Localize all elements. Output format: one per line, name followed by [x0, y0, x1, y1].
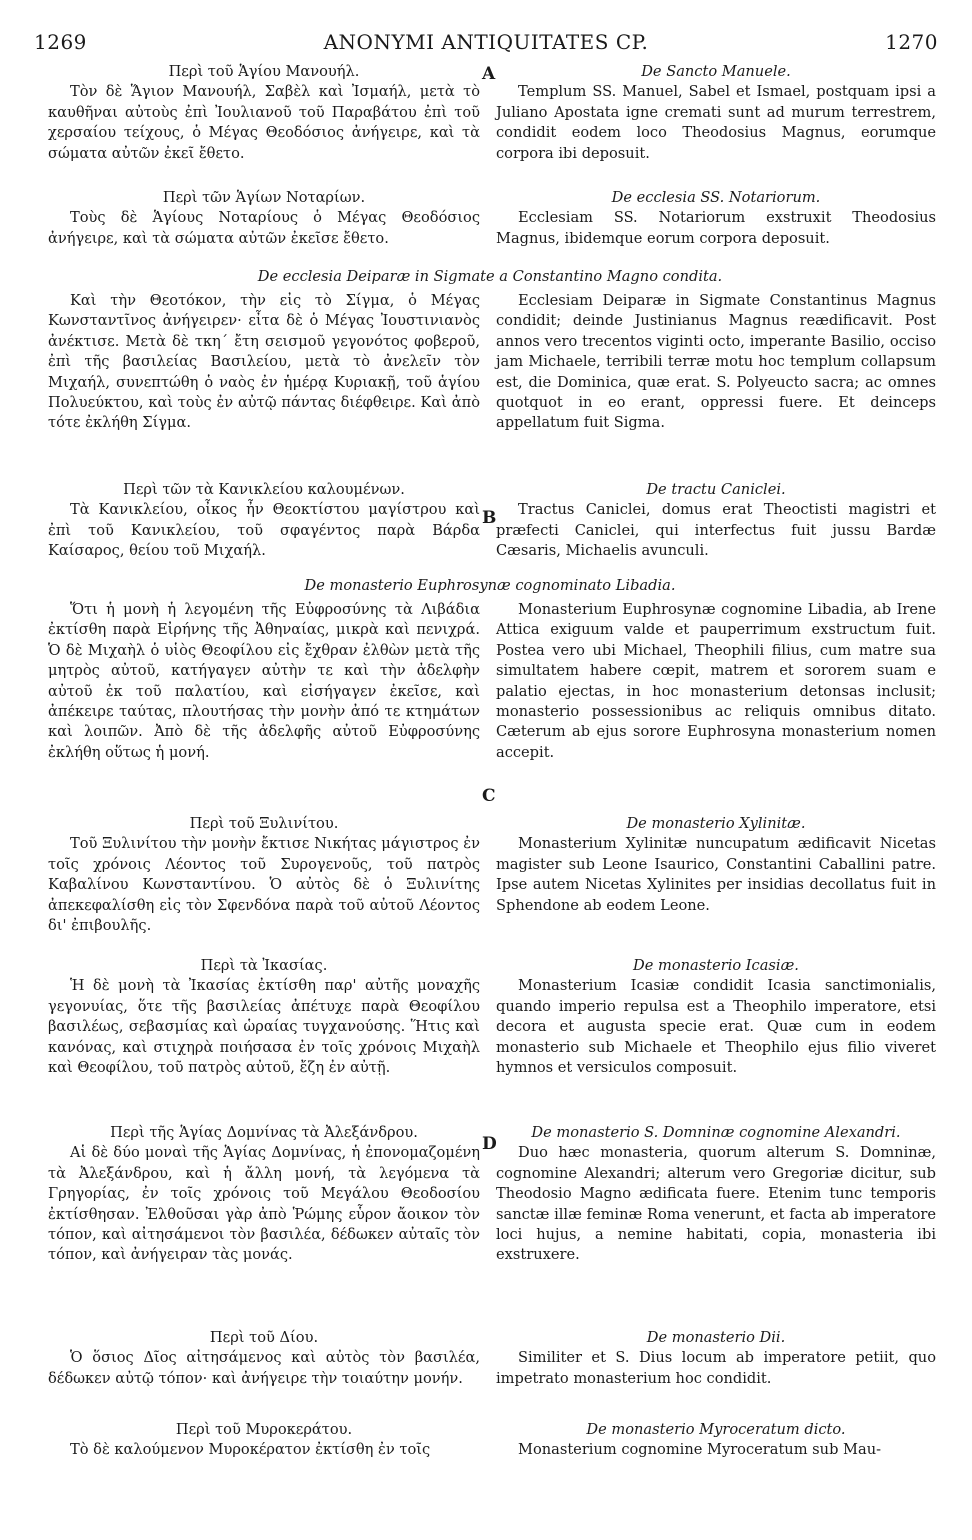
latin-heading: De ecclesia SS. Notariorum.: [611, 189, 821, 206]
latin-section: [496, 291, 936, 434]
latin-heading: De monasterio Xylinitæ.: [626, 815, 806, 832]
greek-heading: Περὶ τοῦ Μυροκεράτου.: [175, 1421, 353, 1438]
latin-section: [496, 600, 936, 763]
latin-paragraph: Monasterium Xylinitæ nuncupatum ædificavit Nicetas magister sub Leone Isaurico, Constantini Caballini patre. Ipse autem Nicetas Xylinites per insidias decollatus fuit in Sphendone ab eodem Leone.: [496, 835, 936, 914]
greek-paragraph: Τὰ Κανικλείου, οἶκος ἦν Θεοκτίστου μαγίστρου καὶ ἐπὶ τοῦ Κανικλείου, τοῦ σφαγέντος παρὰ Βάρδα Καίσαρος, θείου τοῦ Μιχαήλ.: [48, 501, 480, 560]
latin-paragraph: Similiter et S. Dius locum ab imperatore petiit, quo impetrato monasterium hoc condidit.: [496, 1349, 936, 1387]
greek-section: [48, 600, 480, 763]
greek-heading: Περὶ τοῦ Ἁγίου Μανουήλ.: [168, 63, 360, 80]
greek-paragraph: Ἡ δὲ μονὴ τὰ Ἰκασίας ἐκτίσθη παρ' αὐτῆς μοναχῆς γεγονυίας, ὅτε τῆς βασιλείας ἀπέτυχε παρὰ Θεοφίλου βασιλέως, σεβασμίας καὶ ὡραίας τυγχανούσης. Ἥτις καὶ κανόνας, καὶ στιχηρὰ ποιήσασα ἐν τοῖς χρόνοις Μιχαὴλ καὶ Θεοφίλου, τοῦ πατρὸς αὐτοῦ, ἔζη ἐν αὐτῇ.: [48, 977, 480, 1077]
latin-section: [496, 62, 936, 164]
greek-heading: Περὶ τοῦ Δίου.: [209, 1329, 319, 1346]
greek-section: [48, 956, 480, 1078]
latin-paragraph: Ecclesiam SS. Notariorum exstruxit Theodosius Magnus, ibidemque eorum corpora deposuit.: [496, 209, 936, 247]
latin-paragraph: Ecclesiam Deiparæ in Sigmate Constantinus Magnus condidit; deinde Justinianus Magnus reædificavit. Post annos vero trecentos viginti octo, imperante Basilio, occiso jam Michaele, terribili terræ motu hoc templum collapsum est, die Dominica, quæ erat. S. Polyeucto sacra; ac omnes quotquot in eo erant, oppressi fuere. Et deinceps appellatum fuit Sigma.: [496, 292, 936, 432]
latin-heading: De monasterio S. Domninæ cognomine Alexandri.: [531, 1124, 901, 1141]
greek-paragraph: Ὅτι ἡ μονὴ ἡ λεγομένη τῆς Εὐφροσύνης τὰ Λιβάδια ἐκτίσθη παρὰ Εἰρήνης τῆς Ἀθηναίας, μικρὰ καὶ πενιχρά. Ὁ δὲ Μιχαὴλ ὁ υἱὸς Θεοφίλου εἰς ἔχθραν ἐλθὼν μετὰ τῆς μητρὸς αὐτοῦ, κατήγαγεν αὐτὴν τε καὶ τὴν ἀδελφὴν αὐτοῦ ἐκ τοῦ παλατίου, καὶ εἰσήγαγεν ἐκεῖσε, καὶ ἀπέκειρε ταύτας, πλουτήσας τὴν μονὴν ἀπό τε κτημάτων καὶ λοιπῶν. Ἀπὸ δὲ τῆς ἀδελφῆς αὐτοῦ Εὐφροσύνης ἐκλήθη οὕτως ἡ μονή.: [48, 601, 480, 761]
greek-paragraph: Ὁ ὅσιος Δῖος αἰτησάμενος καὶ αὐτὸς τὸν βασιλέα, δέδωκεν αὐτῷ τόπον· καὶ ἀνήγειρε τὴν τοιαύτην μονήν.: [48, 1349, 480, 1387]
greek-paragraph: Αἱ δὲ δύο μοναὶ τῆς Ἁγίας Δομνίνας, ἡ ἐπονομαζομένη τὰ Ἀλεξάνδρου, καὶ ἡ ἄλλη μονή, τὰ λεγόμενα τὰ Γρηγορίας, ἐν τοῖς χρόνοις τοῦ Μεγάλου Θεοδοσίου ἐκτίσθησαν. Ἐλθοῦσαι γὰρ ἀπὸ Ῥώμης εὗρον ἄοικον τὸν τόπον, καὶ αἰτησάμενοι τὸν βασιλέα, δέδωκεν αὐταῖς τὸν τόπον, καὶ ἀνήγειραν τὰς μονάς.: [48, 1144, 480, 1264]
margin-letter: D: [482, 1134, 497, 1154]
latin-paragraph: Monasterium cognomine Myroceratum sub Mau-: [518, 1441, 882, 1459]
latin-heading: De monasterio Icasiæ.: [633, 957, 799, 974]
greek-section: [48, 1123, 480, 1266]
latin-heading: De tractu Caniclei.: [646, 481, 786, 498]
greek-paragraph: Τὸν δὲ Ἅγιον Μανουήλ, Σαβὲλ καὶ Ἰσμαήλ, μετὰ τὸ καυθῆναι αὐτοὺς ἐπὶ Ἰουλιανοῦ τοῦ Παραβάτου ἐπὶ τοῦ χερσαίου τείχους, ὁ Μέγας Θεοδόσιος ἀνήγειρε, καὶ τὰ σώματα αὐτῶν ἐκεῖ ἔθετο.: [48, 83, 480, 162]
latin-section: [496, 1328, 936, 1389]
span-heading: De ecclesia Deiparæ in Sigmate a Constantino Magno condita.: [257, 268, 723, 285]
latin-heading: De monasterio Dii.: [646, 1329, 786, 1346]
greek-section: [48, 1328, 480, 1389]
greek-paragraph: Τοῦ Ξυλινίτου τὴν μονὴν ἔκτισε Νικήτας μάγιστρος ἐν τοῖς χρόνοις Λέοντος τοῦ Συρογενοῦς, τοῦ πατρὸς Καβαλίνου Κωνσταντίνου. Ὁ αὐτὸς δὲ ὁ Ξυλινίτης ἀπεκεφαλίσθη εἰς τὸν Σφενδόνα παρὰ τοῦ αὐτοῦ Λέοντος δι' ἐπιβουλῆς.: [48, 835, 480, 935]
greek-paragraph: Τοὺς δὲ Ἁγίους Νοταρίους ὁ Μέγας Θεοδόσιος ἀνήγειρε, καὶ τὰ σώματα αὐτῶν ἐκεῖσε ἔθετο.: [48, 209, 480, 247]
latin-section: [496, 1420, 936, 1461]
latin-heading: De monasterio Myroceratum dicto.: [586, 1421, 846, 1438]
latin-section: [496, 480, 936, 562]
page-number-right: 1270: [885, 30, 938, 54]
greek-section: [48, 1420, 480, 1461]
greek-section: [48, 291, 480, 434]
page-number-left: 1269: [34, 30, 87, 54]
greek-heading: Περὶ τοῦ Ξυλινίτου.: [189, 815, 339, 832]
latin-paragraph: Monasterium Icasiæ condidit Icasia sanctimonialis, quando imperio repulsa est a Theophilo imperatore, etsi decora et augusta specie erat. Quæ cum in eodem monasterio sub Michaele et Theophilo ejus filio viveret hymnos et versiculos composuit.: [496, 977, 936, 1077]
latin-paragraph: Duo hæc monasteria, quorum alterum S. Domninæ, cognomine Alexandri; alterum vero Gregoriæ dicitur, sub Theodosio Magno ædificata fuere. Etenim tunc temporis sanctæ illæ feminæ Roma venerunt, et facta ab imperatore loci hujus, a nemine habitati, copia, monasteria ibi exstruxere.: [496, 1144, 936, 1264]
latin-section: [496, 1123, 936, 1266]
margin-letter: A: [482, 64, 496, 84]
greek-paragraph: Τὸ δὲ καλούμενον Μυροκέρατον ἐκτίσθη ἐν τοῖς: [70, 1441, 431, 1459]
running-head: [34, 30, 938, 58]
latin-section: [496, 956, 936, 1078]
latin-paragraph: Tractus Caniclei, domus erat Theoctisti magistri et præfecti Caniclei, qui interfectus fuit jussu Bardæ Cæsaris, Michaelis avunculi.: [496, 501, 936, 560]
page-title: ANONYMI ANTIQUITATES CP.: [323, 30, 649, 54]
latin-section: [496, 188, 936, 249]
greek-heading: Περὶ τῆς Ἁγίας Δομνίνας τὰ Ἀλεξάνδρου.: [110, 1124, 418, 1141]
greek-heading: Περὶ τῶν τὰ Κανικλείου καλουμένων.: [123, 481, 405, 498]
greek-heading: Περὶ τὰ Ἰκασίας.: [200, 957, 328, 974]
latin-paragraph: Templum SS. Manuel, Sabel et Ismael, postquam ipsi a Juliano Apostata igne cremati sunt ad murum terrestrem, condidit eodem loco Theodosius Magnus, eorumque corpora ibi deposuit.: [496, 83, 936, 162]
latin-paragraph: Monasterium Euphrosynæ cognomine Libadia, ab Irene Attica exiguum valde et pauperrimum exstructum fuit. Postea vero ubi Michael, Theophili filius, cum matre sua simultatem habere cœpit, matrem et sororem suam e palatio ejectas, in hoc monasterium detonsas inclusit; monasterio possessionibus ac reliquis omnibus ditato. Cæterum ab ejus sorore Euphrosyna monasterium nomen accepit.: [496, 601, 936, 761]
margin-letter: B: [482, 508, 497, 528]
greek-paragraph: Καὶ τὴν Θεοτόκον, τὴν εἰς τὸ Σίγμα, ὁ Μέγας Κωνσταντῖνος ἀνήγειρεν· εἶτα δὲ ὁ Μέγας Ἰουστινιανὸς ἀνέκτισε. Μετὰ δὲ τκη΄ ἔτη σεισμοῦ γεγονότος φοβεροῦ, ἐπὶ τῆς βασιλείας Βασιλείου, μετὰ τὸ ἀνελεῖν τὸν Μιχαήλ, συνεπτώθη ὁ ναὸς ἐν ἡμέρᾳ Κυριακῇ, τοῦ ἁγίου Πολυεύκτου, καὶ τοὺς ἐν αὐτῷ πάντας διέφθειρε. Καὶ ἀπὸ τότε ἐκλήθη Σίγμα.: [48, 292, 480, 432]
greek-section: [48, 480, 480, 562]
margin-letter: C: [482, 786, 496, 806]
greek-section: [48, 62, 480, 164]
span-heading: De monasterio Euphrosynæ cognominato Libadia.: [304, 577, 676, 594]
greek-heading: Περὶ τῶν Ἁγίων Νοταρίων.: [162, 189, 366, 206]
greek-section: [48, 814, 480, 936]
greek-section: [48, 188, 480, 249]
latin-section: [496, 814, 936, 916]
latin-heading: De Sancto Manuele.: [641, 63, 791, 80]
